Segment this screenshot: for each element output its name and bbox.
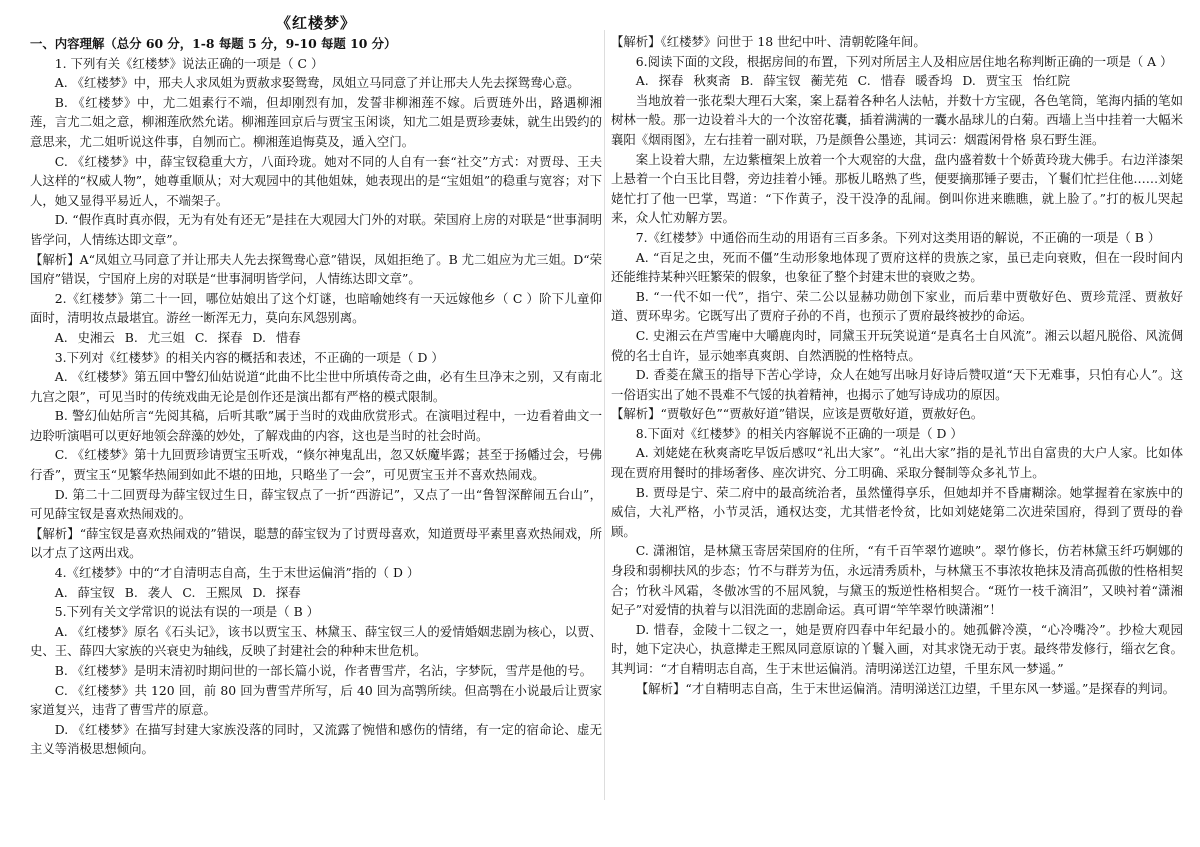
question-paragraph: A. 《红楼梦》中，邢夫人求凤姐为贾赦求娶鸳鸯，凤姐立马同意了并让邢夫人先去探鸳鸯心意。: [54, 75, 580, 91]
question-paragraph: 当地放着一张花梨大理石大案，案上磊着各种名人法帖，并数十方宝砚，各色笔筒，笔海内插的笔如树林一般。那一边设着斗大的一个汝窑花囊，插着满满的一囊水晶球儿的白菊。西墙上当中挂着一大幅米襄阳《烟雨图》，左右挂着一副对联，乃是颜鲁公墨迹，其词云：烟霞闲骨格 泉石野生涯。: [611, 92, 1183, 147]
question-paragraph: 8.下面对《红楼梦》的相关内容解说不正确的一项是（ D ）: [635, 425, 963, 441]
question-paragraph: D. 第二十二回贾母为薛宝钗过生日，薛宝钗点了一折“西游记”，又点了一出“鲁智深醉闹五台山”，可见薛宝钗是喜欢热闹戏的。: [30, 486, 602, 522]
question-paragraph: 案上设着大鼎，左边紫檀架上放着一个大观窑的大盘，盘内盛着数十个娇黄玲珑大佛手。右边洋漆架上悬着一个白玉比目磬，旁边挂着小锤。那板儿略熟了些，便要摘那锤子要击，丫鬟们忙拦住他……刘姥姥忙打了他一巴掌，骂道：“下作黄子，没干没净的乱闹。倒叫你进来瞧瞧，就上脸了。”打的板儿哭起来，众人忙劝解方罢。: [611, 151, 1183, 226]
question-paragraph: 6.阅读下面的文段，根据房间的布置，下列对所居主人及相应居住地名称判断正确的一项是（ A ）: [635, 53, 1173, 69]
question-paragraph: C. 《红楼梦》中，薛宝钗稳重大方，八面玲珑。她对不同的人自有一套“社交”方式：对贾母、王夫人这样的“权威人物”，她尊重顺从；对大观园中的其他姐妹，她表现出的是“宝姐姐”的稳重与宽容；对下人，她又显得平易近人，不端架子。: [30, 153, 602, 208]
question-paragraph: C. 《红楼梦》共 120 回，前 80 回为曹雪芹所写，后 40 回为高鹗所续。但高鹗在小说最后让贾家家道复兴，违背了曹雪芹的原意。: [30, 682, 602, 718]
left-column: [30, 34, 602, 759]
question-paragraph: B. 《红楼梦》是明末清初时期问世的一部长篇小说，作者曹雪芹，名沾，字梦阮，雪芹是他的号。: [54, 663, 593, 678]
question-paragraph: A. 《红楼梦》第五回中警幻仙姑说道“此曲不比尘世中所填传奇之曲，必有生旦净末之别，又有南北九宫之限”，可见当时的传统戏曲无论是创作还是演出都有严格的模式限制。: [30, 369, 602, 404]
question-paragraph: B. “一代不如一代”，指宁、荣二公以显赫功勋创下家业，而后辈中贾敬好色、贾珍荒淫、贾赦好道、贾环卑劣。它既写出了贾府子孙的不肖，也预示了贾府最终被抄的命运。: [611, 288, 1183, 324]
column-divider: [604, 30, 605, 800]
question-paragraph: 5.下列有关文学常识的说法有误的一项是（ B ）: [54, 604, 320, 620]
page-title: 《红楼梦》: [275, 14, 356, 32]
right-column: [611, 32, 1183, 698]
question-paragraph: D. “假作真时真亦假，无为有处有还无”是挂在大观园大门外的对联。荣国府上房的对联是“世事洞明皆学问，人情练达即文章”。: [30, 212, 602, 247]
question-paragraph: A. 探春 秋爽斋 B. 薛宝钗 蘅芜苑 C. 惜春 暖香坞 D. 贾宝玉 怡红院: [635, 73, 1071, 89]
question-paragraph: 4.《红楼梦》中的“才自清明志自高，生于末世运偏消”指的（ D ）: [54, 565, 420, 581]
question-paragraph: D. 香菱在黛玉的指导下苦心学诗，众人在她写出咏月好诗后赞叹道“天下无难事，只怕有心人”。这一俗语实出了她不畏难不气馁的执着精神，也揭示了她写诗成功的原因。: [611, 367, 1183, 402]
question-paragraph: C. 史湘云在芦雪庵中大嚼鹿肉时，同黛玉开玩笑说道“是真名士自风流”。湘云以超凡脱俗、风流倜傥的名士自许，显示她率真爽朗、自然洒脱的性格特点。: [611, 327, 1183, 363]
question-paragraph: C. 潇湘馆，是林黛玉寄居荣国府的住所，“有千百竿翠竹遮映”。翠竹修长，仿若林黛玉纤巧婀娜的身段和弱柳扶风的步态；竹不与群芳为伍，永远清秀质朴，与林黛玉不事浓妆艳抹及清高孤傲的性格相契合；竹秋斗风霜，冬傲冰雪的不屈风貌，与黛玉的叛逆性格相契合。“斑竹一枝千滴泪”，又映衬着“潇湘妃子”对爱情的执着与以泪洗面的悲剧命运。真可谓“竿竿翠竹映潇湘”！: [611, 543, 1183, 618]
question-paragraph: 7.《红楼梦》中通俗而生动的用语有三百多条。下列对这类用语的解说，不正确的一项是（ B ）: [635, 229, 1161, 245]
analysis-paragraph: 【解析】“薛宝钗是喜欢热闹戏的”错误，聪慧的薛宝钗为了讨贾母喜欢，知道贾母平素里喜欢热闹戏，所以才点了这两出戏。: [30, 525, 602, 561]
question-paragraph: D. 《红楼梦》在描写封建大家族没落的同时，又流露了惋惜和感伤的情绪，有一定的宿命论、虚无主义等消极思想倾向。: [30, 721, 602, 757]
question-paragraph: A. “百足之虫，死而不僵”生动形象地体现了贾府这样的贵族之家，虽已走向衰败，但在一段时间内还能维持某种兴旺繁荣的假象，也象征了整个封建末世的衰败之势。: [611, 249, 1183, 285]
question-paragraph: A. 刘姥姥在秋爽斋吃早饭后感叹“礼出大家”。“礼出大家”指的是礼节出自富贵的大户人家。比如体现在贾府用餐时的排场奢侈、座次讲究、分工明确、采取分餐制等众多礼节上。: [611, 445, 1183, 481]
question-paragraph: C. 《红楼梦》第十九回贾珍请贾宝玉听戏，“倏尔神鬼乱出，忽又妖魔毕露；甚至于扬幡过会，号佛行香”，贾宝玉“见繁华热闹到如此不堪的田地，只略坐了一会”，可见贾宝玉并不喜欢热闹戏。: [30, 447, 602, 483]
analysis-paragraph: 【解析】A“凤姐立马同意了并让邢夫人先去探鸳鸯心意”错误，凤姐拒绝了。B 尤二姐应为尤三姐。D“荣国府”错误，宁国府上房的对联是“世事洞明皆学问，人情练达即文章”。: [30, 251, 602, 287]
question-paragraph: A. 史湘云 B. 尤三姐 C. 探春 D. 惜春: [54, 329, 301, 345]
question-paragraph: D. 惜春，金陵十二钗之一，她是贾府四春中年纪最小的。她孤僻冷漠，“心冷嘴冷”。抄检大观园时，她下定决心，执意撵走王熙凤同意原谅的丫鬟入画，对其求饶无动于衷。最终带发修行，缁衣乞食。其判词：“才自精明志自高，生于末世运偏消。清明涕送江边望，千里东风一梦遥。”: [611, 621, 1183, 676]
analysis-paragraph: 【解析】《红楼梦》问世于 18 世纪中叶、清朝乾隆年间。: [611, 34, 926, 49]
question-paragraph: B. 贾母是宁、荣二府中的最高统治者，虽然懂得享乐，但她却并不昏庸糊涂。她掌握着在家族中的威信，大礼严格，小节灵活，通权达变，尤其惜老怜贫，比如刘姥姥第二次进荣国府，得到了贾母的眷顾。: [611, 484, 1183, 539]
question-paragraph: A. 《红楼梦》原名《石头记》，该书以贾宝玉、林黛玉、薛宝钗三人的爱情婚姻悲剧为核心，以贾、史、王、薛四大家族的兴衰史为轴线，反映了封建社会的种种末世危机。: [30, 623, 602, 659]
question-paragraph: 2.《红楼梦》第二十一回，哪位姑娘出了这个灯谜，也暗喻她终有一天远嫁他乡（ C ）阶下儿童仰面时，清明妆点最堪宜。游丝一断浑无力，莫向东风怨别离。: [30, 290, 602, 326]
question-paragraph: B. 警幻仙姑所言“先阅其稿，后听其歌”属于当时的戏曲欣赏形式。在演唱过程中，一边看着曲文一边聆听演唱可以更好地领会辞藻的妙处，了解戏曲的内容，这也是当时的社会时尚。: [30, 408, 602, 443]
analysis-paragraph: 【解析】“贾敬好色”“贾赦好道”错误，应该是贾敬好道，贾赦好色。: [611, 406, 984, 422]
question-paragraph: A. 薛宝钗 B. 袭人 C. 王熙凤 D. 探春: [54, 584, 301, 600]
question-paragraph: 1. 下列有关《红楼梦》说法正确的一项是（ C ）: [54, 55, 324, 71]
question-paragraph: 3.下列对《红楼梦》的相关内容的概括和表述，不正确的一项是（ D ）: [54, 349, 444, 365]
question-paragraph: B. 《红楼梦》中，尤二姐素行不端，但却刚烈有加，发誓非柳湘莲不嫁。后贾琏外出，路遇柳湘莲，言尤二姐之意，柳湘莲欣然允诺。柳湘莲回京后与贾宝玉闲谈，知尤二姐是贾珍妻妹，就生出毁约的意思来，尤二姐听说这件事，自刎而亡。柳湘莲追悔莫及，遁入空门。: [30, 94, 602, 149]
section-heading: 一、内容理解（总分 60 分，1-8 每题 5 分，9-10 每题 10 分）: [30, 36, 397, 51]
analysis-paragraph: 【解析】“才自精明志自高，生于末世运偏消。清明涕送江边望，千里东风一梦遥。”是探春的判词。: [635, 680, 1176, 696]
